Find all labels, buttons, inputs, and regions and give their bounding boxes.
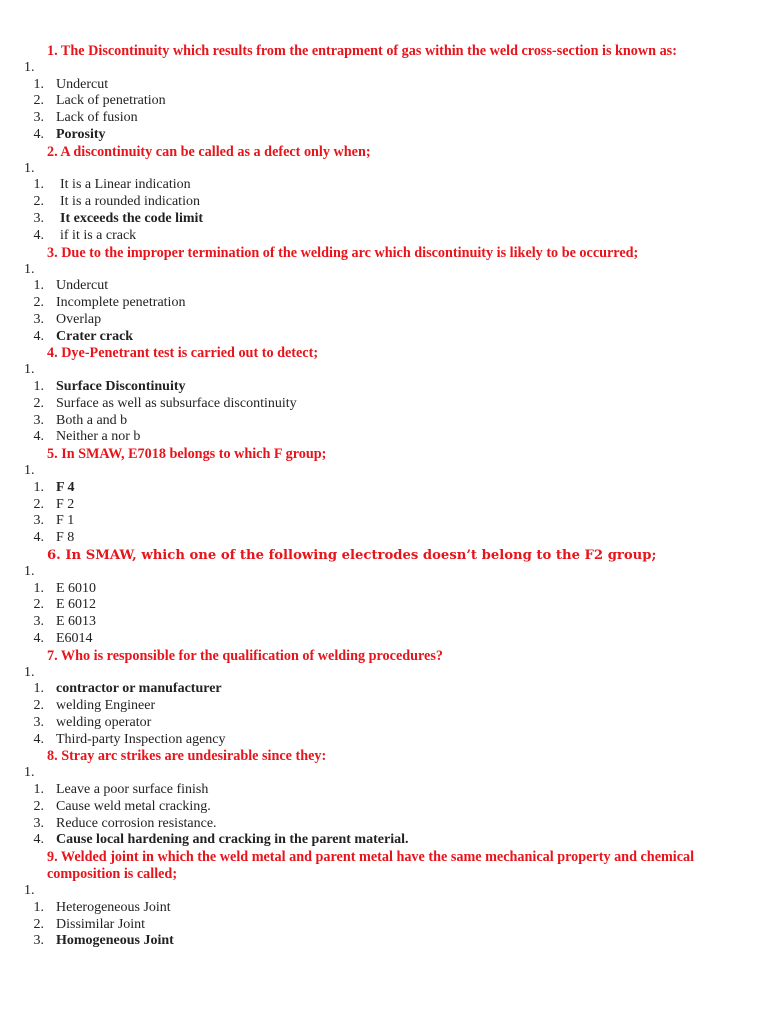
option-text: E 6013 <box>56 614 97 630</box>
option-text: Surface Discontinuity <box>56 378 186 394</box>
question-2-option-4 <box>0 228 768 245</box>
question-3-option-1 <box>0 278 768 295</box>
option-number: 4. <box>33 630 44 646</box>
option-text: Incomplete penetration <box>56 294 186 310</box>
option-text: Third-party Inspection agency <box>56 731 226 747</box>
question-2-option-3 <box>0 211 768 228</box>
option-text: Cause weld metal cracking. <box>56 798 211 814</box>
question-1-option-1 <box>0 77 768 94</box>
outer-list-number: 1. <box>24 60 35 75</box>
option-number: 1. <box>33 899 44 915</box>
option-number: 3. <box>33 412 44 428</box>
question-title: 8. Stray arc strikes are undesirable since they: <box>47 748 327 765</box>
question-title: 5. In SMAW, E7018 belongs to which F group; <box>47 446 327 463</box>
option-text: Both a and b <box>56 412 128 428</box>
question-2 <box>0 144 768 245</box>
question-6-option-4 <box>0 631 768 648</box>
option-number: 1. <box>33 278 44 294</box>
option-number: 4. <box>33 328 44 344</box>
answer-options <box>0 681 768 748</box>
question-7-option-2 <box>0 698 768 715</box>
question-7-option-4 <box>0 732 768 749</box>
option-number: 4. <box>33 832 44 848</box>
outer-list-number: 1. <box>24 765 35 781</box>
question-2-option-1 <box>0 177 768 194</box>
option-number: 2. <box>33 395 44 411</box>
answer-options <box>0 177 768 244</box>
question-title: 3. Due to the improper termination of the welding arc which discontinuity is likely to be occurred; <box>47 244 639 261</box>
question-5-option-2 <box>0 497 768 514</box>
option-text: Overlap <box>56 311 102 327</box>
option-text: Undercut <box>56 76 109 92</box>
question-3-option-4 <box>0 329 768 346</box>
option-text: Leave a poor surface finish <box>56 782 209 798</box>
option-text: F 1 <box>56 513 75 529</box>
question-title: 9. Welded joint in which the weld metal and parent metal have the same mechanical property and chemical composition is called; <box>47 849 695 883</box>
option-text: Neither a nor b <box>56 429 141 445</box>
option-number: 1. <box>33 580 44 596</box>
option-text: if it is a crack <box>60 227 137 243</box>
question-6-option-1 <box>0 581 768 598</box>
question-9-option-2 <box>0 917 768 934</box>
option-text: welding operator <box>56 714 152 730</box>
option-text: Heterogeneous Joint <box>56 899 171 915</box>
option-number: 2. <box>33 93 44 109</box>
option-number: 2. <box>33 194 44 210</box>
question-5-option-3 <box>0 513 768 530</box>
question-3-option-2 <box>0 295 768 312</box>
option-number: 3. <box>33 714 44 730</box>
question-7 <box>0 648 768 749</box>
option-text: It exceeds the code limit <box>60 210 204 226</box>
option-number: 2. <box>33 916 44 932</box>
option-number: 3. <box>33 614 44 630</box>
question-9-option-3 <box>0 933 768 950</box>
outer-list-number: 1. <box>24 261 35 277</box>
outer-list-number: 1. <box>24 160 35 176</box>
outer-list-number: 1. <box>24 883 35 899</box>
question-1 <box>0 43 768 144</box>
option-text: contractor or manufacturer <box>56 681 222 697</box>
option-text: Lack of penetration <box>56 93 166 109</box>
question-3-option-3 <box>0 312 768 329</box>
option-text: Homogeneous Joint <box>56 933 174 949</box>
option-number: 2. <box>33 698 44 714</box>
question-8 <box>0 748 768 849</box>
option-number: 2. <box>33 798 44 814</box>
option-text: Porosity <box>56 126 106 142</box>
option-text: Surface as well as subsurface discontinuity <box>56 395 297 411</box>
question-7-option-3 <box>0 715 768 732</box>
answer-options <box>0 379 768 446</box>
option-text: E 6012 <box>56 597 97 613</box>
outer-list-number: 1. <box>24 463 35 479</box>
option-number: 4. <box>33 530 44 546</box>
answer-options <box>0 77 768 144</box>
option-number: 1. <box>33 782 44 798</box>
question-4-option-2 <box>0 396 768 413</box>
option-number: 1. <box>33 177 44 193</box>
question-title: 7. Who is responsible for the qualification of welding procedures? <box>47 647 443 664</box>
question-8-option-4 <box>0 832 768 849</box>
option-number: 1. <box>33 378 44 394</box>
question-4 <box>0 345 768 446</box>
option-text: Undercut <box>56 278 109 294</box>
question-6 <box>0 547 768 648</box>
answer-options <box>0 581 768 648</box>
question-title: 6. In SMAW, which one of the following electrodes doesn’t belong to the F2 group; <box>47 547 657 563</box>
option-number: 3. <box>33 210 44 226</box>
option-number: 3. <box>33 110 44 126</box>
outer-list-number: 1. <box>24 664 35 680</box>
option-text: F 4 <box>56 479 75 495</box>
option-number: 4. <box>33 227 44 243</box>
question-7-option-1 <box>0 681 768 698</box>
answer-options <box>0 480 768 547</box>
answer-options <box>0 782 768 849</box>
option-text: E 6010 <box>56 580 97 596</box>
option-text: welding Engineer <box>56 698 156 714</box>
option-number: 4. <box>33 731 44 747</box>
option-number: 1. <box>33 76 44 92</box>
question-title: 2. A discontinuity can be called as a defect only when; <box>47 143 371 160</box>
question-5 <box>0 446 768 547</box>
question-3 <box>0 245 768 346</box>
option-number: 4. <box>33 429 44 445</box>
option-text: F 2 <box>56 496 75 512</box>
option-number: 3. <box>33 815 44 831</box>
answer-options <box>0 900 768 950</box>
outer-list-number: 1. <box>24 362 35 378</box>
question-1-option-3 <box>0 110 768 127</box>
option-text: Cause local hardening and cracking in the parent material. <box>56 832 409 848</box>
option-text: Crater crack <box>56 328 134 344</box>
option-text: Lack of fusion <box>56 110 138 126</box>
question-1-option-2 <box>0 93 768 110</box>
option-text: It is a rounded indication <box>60 194 200 210</box>
option-number: 3. <box>33 933 44 949</box>
question-title: 4. Dye-Penetrant test is carried out to detect; <box>47 345 319 362</box>
outer-list-number: 1. <box>24 563 35 579</box>
question-4-option-4 <box>0 429 768 446</box>
option-text: F 8 <box>56 530 75 546</box>
option-text: It is a Linear indication <box>60 177 191 193</box>
question-5-option-1 <box>0 480 768 497</box>
option-text: Reduce corrosion resistance. <box>56 815 217 831</box>
option-number: 2. <box>33 496 44 512</box>
option-number: 3. <box>33 513 44 529</box>
option-text: Dissimilar Joint <box>56 916 146 932</box>
document-body <box>0 43 768 950</box>
question-9 <box>0 849 768 950</box>
question-6-option-2 <box>0 597 768 614</box>
option-number: 2. <box>33 294 44 310</box>
option-text: E6014 <box>56 630 93 646</box>
question-5-option-4 <box>0 530 768 547</box>
question-title: 1. The Discontinuity which results from the entrapment of gas within the weld cross-section is known as: <box>47 43 677 59</box>
option-number: 1. <box>33 681 44 697</box>
option-number: 3. <box>33 311 44 327</box>
question-4-option-1 <box>0 379 768 396</box>
question-9-option-1 <box>0 900 768 917</box>
question-8-option-3 <box>0 816 768 833</box>
question-8-option-2 <box>0 799 768 816</box>
option-number: 4. <box>33 126 44 142</box>
option-number: 2. <box>33 597 44 613</box>
question-4-option-3 <box>0 413 768 430</box>
question-2-option-2 <box>0 194 768 211</box>
question-6-option-3 <box>0 614 768 631</box>
question-8-option-1 <box>0 782 768 799</box>
option-number: 1. <box>33 479 44 495</box>
answer-options <box>0 278 768 345</box>
question-1-option-4 <box>0 127 768 144</box>
